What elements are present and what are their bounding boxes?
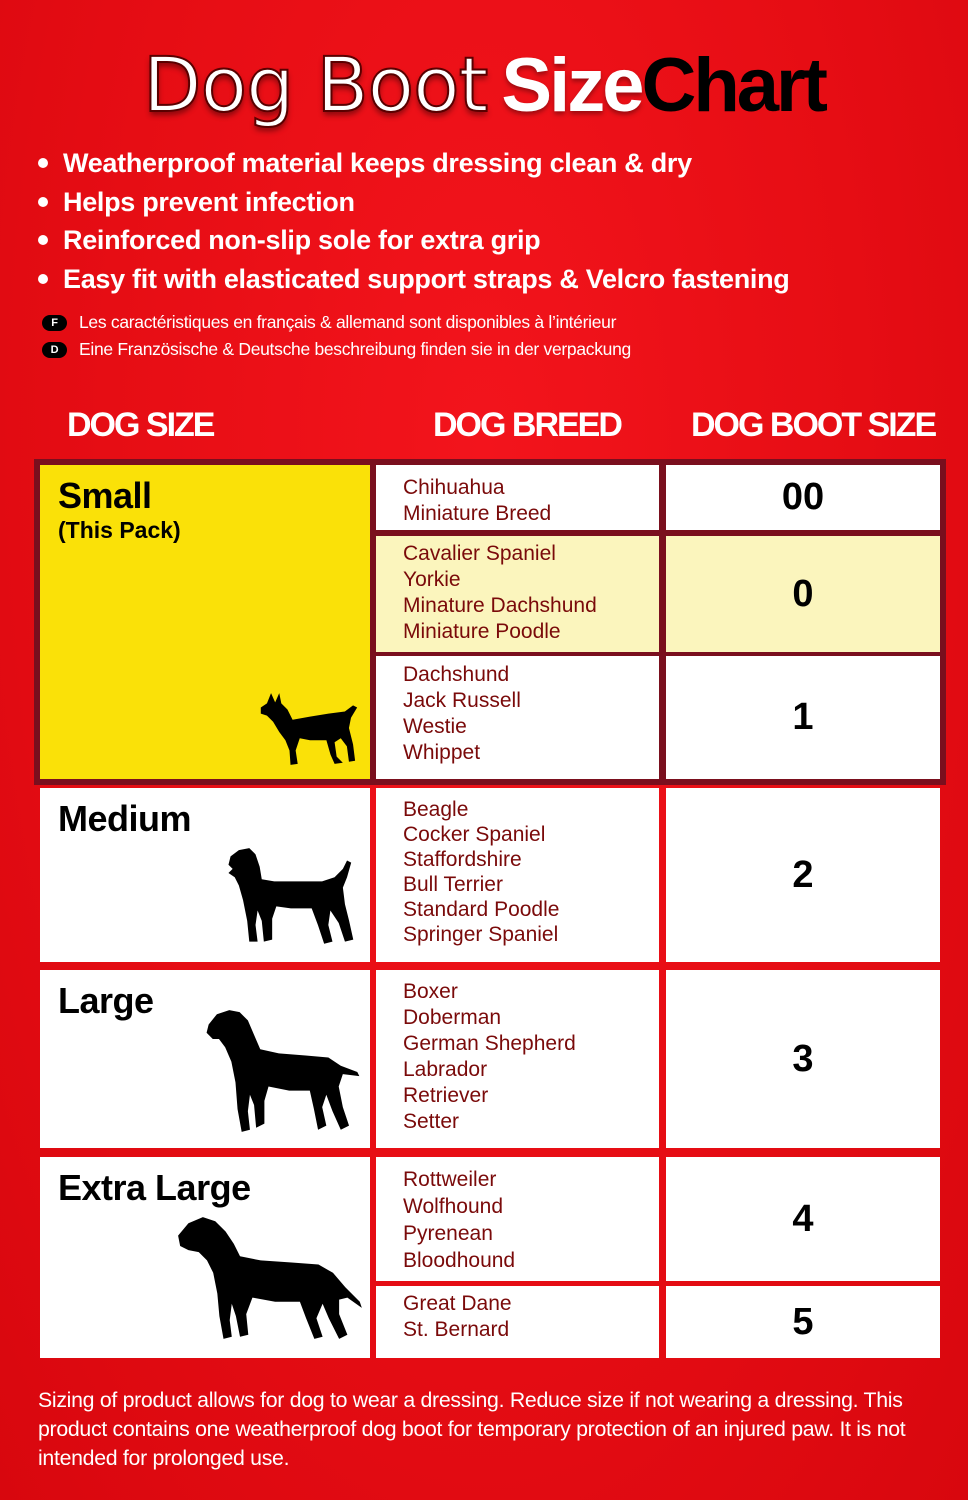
boot-size-value: 0	[792, 572, 814, 615]
breed-cell	[376, 1157, 659, 1281]
breed-list	[403, 662, 521, 766]
large-dog-silhouette-icon	[206, 1008, 362, 1136]
breed-name: Rottweiler	[403, 1168, 497, 1191]
medium-dog-silhouette-icon	[226, 846, 362, 950]
boot-size-cell	[666, 465, 940, 530]
breed-name: Chihuahua	[403, 476, 505, 499]
boot-size-value: 1	[792, 696, 814, 738]
size-cell-extra-large	[40, 1157, 370, 1358]
boot-size-value: 00	[781, 476, 825, 518]
breed-name: Retriever	[403, 1084, 489, 1107]
breed-name: Bloodhound	[403, 1249, 516, 1272]
breed-name: Wolfhound	[403, 1195, 504, 1218]
size-cell-large	[40, 970, 370, 1148]
breed-name: Doberman	[403, 1006, 502, 1029]
breed-name: Cavalier Spaniel	[403, 542, 556, 565]
breed-name: Yorkie	[403, 568, 461, 591]
breed-name: Pyrenean	[403, 1222, 493, 1245]
breed-name: German Shepherd	[403, 1032, 576, 1055]
boot-size-value: 5	[792, 1300, 814, 1343]
boot-size-cell	[666, 970, 940, 1148]
breed-name: Standard Poodle	[403, 898, 560, 921]
boot-size-cell	[666, 656, 940, 779]
footer-disclaimer: Sizing of product allows for dog to wear a dressing. Reduce size if not wearing a dressing. This product contains one weatherproof dog boot for temporary protection of an injured paw. It is not intended for prolonged use.	[38, 1388, 906, 1470]
boot-size-cell	[666, 536, 940, 652]
breed-name: Miniature Breed	[403, 502, 552, 525]
boot-size-value: 3	[792, 1037, 814, 1080]
breed-name: Great Dane	[403, 1292, 512, 1315]
breed-name: Setter	[403, 1110, 460, 1133]
breed-cell	[376, 1286, 659, 1358]
breed-list	[403, 797, 559, 947]
breed-list	[403, 1291, 512, 1343]
breed-name: Miniature Poodle	[403, 620, 561, 643]
breed-name: Beagle	[403, 798, 469, 821]
breed-name: Springer Spaniel	[403, 923, 559, 946]
breed-cell	[376, 656, 659, 779]
breed-name: Cocker Spaniel	[403, 823, 546, 846]
breed-cell	[376, 788, 659, 962]
breed-name: St. Bernard	[403, 1318, 510, 1341]
small-dog-silhouette-icon	[258, 689, 362, 771]
breed-list	[403, 475, 551, 527]
title-chart: Chart	[641, 43, 825, 128]
breed-name: Labrador	[403, 1058, 488, 1081]
feature-text: Helps prevent infection	[63, 186, 355, 217]
breed-name: Minature Dachshund	[403, 594, 597, 617]
boot-size-cell	[666, 788, 940, 962]
feature-text: Reinforced non-slip sole for extra grip	[63, 225, 541, 255]
breed-list	[403, 541, 597, 645]
feature-text: Easy fit with elasticated support straps & Velcro fastening	[63, 263, 790, 294]
title-size: Size	[501, 43, 642, 128]
size-cell-small	[40, 465, 370, 779]
column-header-dog-size: DOG SIZE	[67, 406, 214, 444]
size-cell-medium	[40, 788, 370, 962]
language-note-text: Eine Französische & Deutsche beschreibung finden sie in der verpackung	[79, 339, 631, 359]
size-label-extra-large: Extra Large	[58, 1167, 251, 1208]
column-header-dog-breed: DOG BREED	[433, 406, 621, 444]
breed-cell	[376, 536, 659, 652]
french-badge-icon: F	[42, 315, 67, 331]
boot-size-value: 4	[792, 1197, 814, 1240]
breed-name: Bull Terrier	[403, 873, 503, 896]
language-note-text: Les caractéristiques en français & allemand sont disponibles à l’intérieur	[79, 312, 617, 332]
feature-text: Weatherproof material keeps dressing clean & dry	[63, 148, 692, 178]
boot-size-value: 2	[792, 853, 814, 896]
german-badge-icon: D	[42, 342, 67, 358]
breed-list	[403, 979, 576, 1135]
boot-size-cell	[666, 1286, 940, 1358]
breed-name: Boxer	[403, 980, 458, 1003]
breed-name: Westie	[403, 715, 467, 738]
size-label-small: Small	[58, 475, 152, 516]
breed-list	[403, 1166, 515, 1274]
column-header-boot-size: DOG BOOT SIZE	[691, 406, 936, 444]
breed-name: Whippet	[403, 741, 481, 764]
size-label-medium: Medium	[58, 798, 192, 839]
extra-large-dog-silhouette-icon	[178, 1215, 364, 1343]
title-dog-boot: Dog Boot	[143, 40, 488, 129]
breed-name: Dachshund	[403, 663, 510, 686]
breed-name: Staffordshire	[403, 848, 522, 871]
size-note-this-pack: (This Pack)	[58, 517, 181, 543]
breed-name: Jack Russell	[403, 689, 521, 712]
breed-cell	[376, 970, 659, 1148]
boot-size-cell	[666, 1157, 940, 1281]
size-label-large: Large	[58, 980, 154, 1021]
breed-cell	[376, 465, 659, 530]
